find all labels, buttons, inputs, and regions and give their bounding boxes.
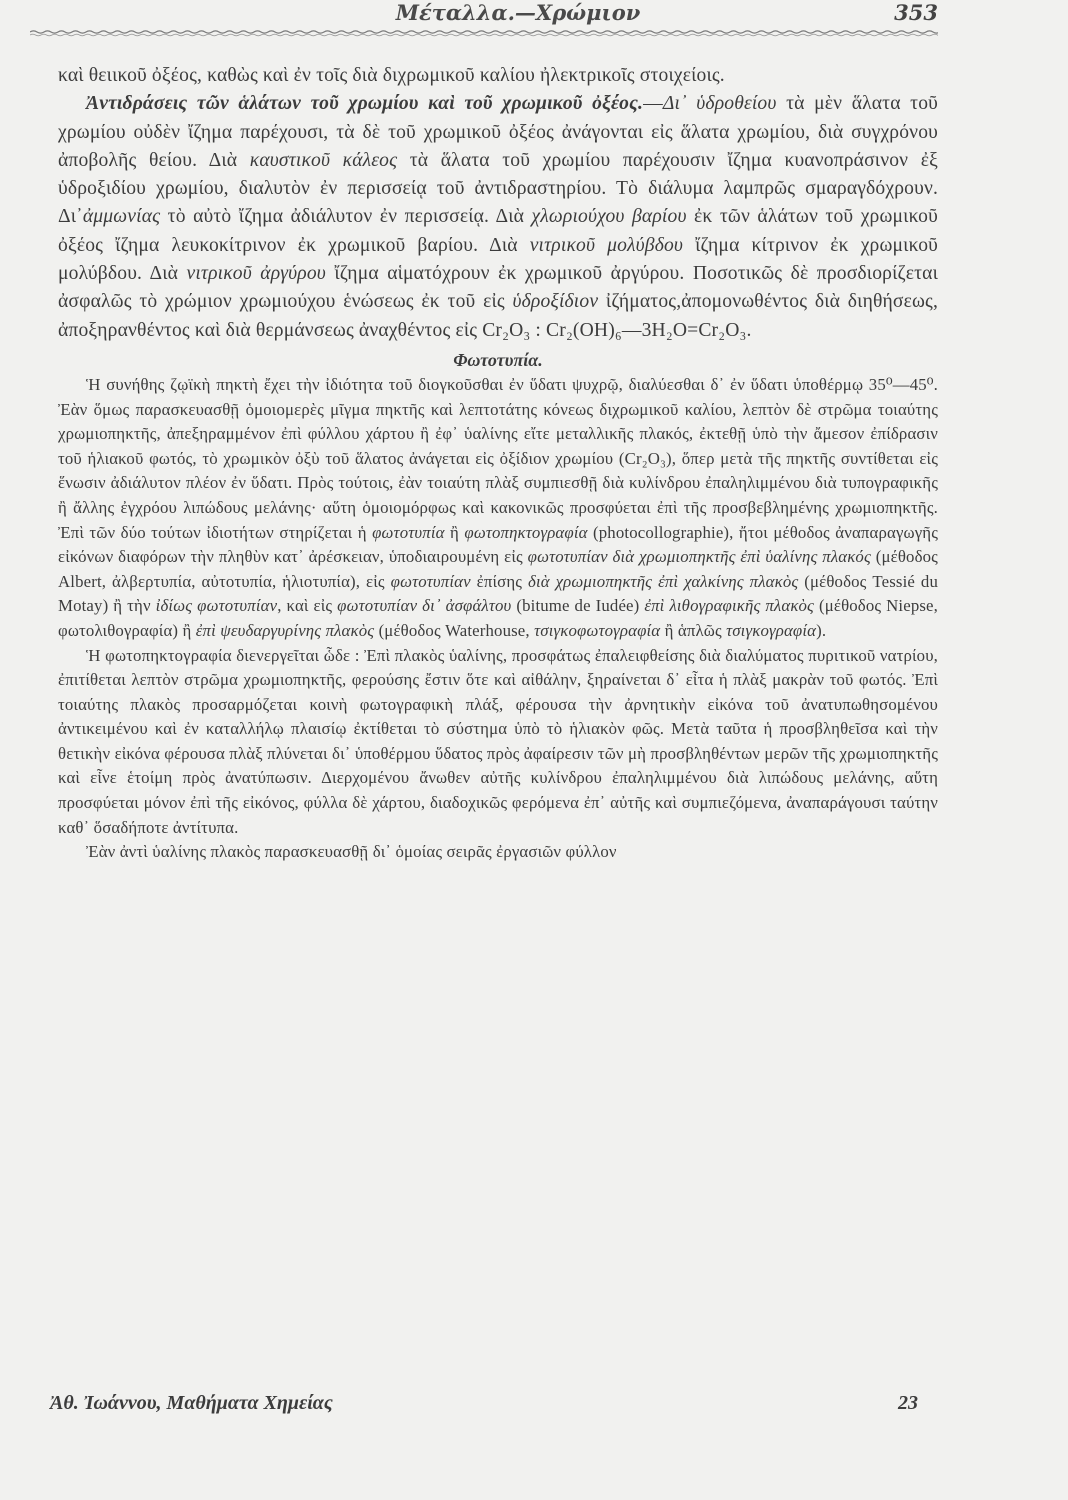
text-run: ἐπίσης	[470, 571, 528, 591]
term-hydroxide: ὑδροξίδιον	[512, 291, 599, 313]
text-run: (bitume de Iudée)	[511, 596, 645, 616]
term-glass-plate: φωτοτυπίαν διὰ χρωμιοπηκτῆς ἐπὶ ὑαλίνης πλακός	[527, 547, 871, 567]
text-run: (μέθοδος Niepse, φωτολιθογραφία) ἢ	[58, 596, 938, 640]
term-phototypia-2: φωτοτυπίαν	[390, 571, 471, 591]
paragraph-final: Ἐὰν ἀντὶ ὑαλίνης πλακὸς παρασκευασθῇ δι᾽ ὁμοίας σειρᾶς ἐργασιῶν φύλλον	[86, 842, 617, 862]
text-run: —	[643, 93, 663, 115]
text-run: , καὶ εἰς	[277, 596, 338, 616]
text-run: τὸ αὐτὸ ἴζημα ἀδιάλυτον ἐν περισσείᾳ. Διὰ	[160, 206, 532, 228]
text-run: τὰ ἅλατα τοῦ χρωμίου παρέχουσιν ἴζημα κυανοπράσινον ἐξ ὑδροξιδίου χρωμίου, διαλυτὸν ἐν περισσείᾳ τοῦ ἀντιδραστηρίου. Τὸ διάλυμα λαμπρῶς σμαραγδόχρουν. Δι᾽	[58, 149, 938, 228]
reagent-lead-nitrate: νιτρικοῦ μολύβδου	[529, 234, 684, 256]
header-wavy-rule	[30, 28, 938, 38]
term-proper-phototypia: ἰδίως φωτοτυπίαν	[155, 596, 278, 616]
paragraph-continuation: καὶ θειικοῦ ὀξέος, καθὼς καὶ ἐν τοῖς διὰ διχρωμικοῦ καλίου ἠλεκτρικοῖς στοιχείοις.	[58, 65, 725, 86]
book-page	[50, 0, 939, 1500]
text-run: ἐκ τῶν ἁλάτων τοῦ χρωμικοῦ ὀξέος ἴζημα λευκοκίτρινον ἐκ χρωμικοῦ βαρίου. Διὰ	[58, 206, 938, 256]
text-run: Ἡ συνήθης ζῳϊκὴ πηκτὴ ἔχει τὴν ἰδιότητα τοῦ διογκοῦσθαι ἐν ὕδατι ψυχρῷ, διαλύεσθαι δ᾽ ἐν ὕδατι ὑποθέρμῳ 35⁰—45⁰. Ἐὰν ὅμως παρασκευασθῇ ὁμοιομερὲς μῖγμα πηκτῆς καὶ λεπτοτάτης κόνεως διχρωμικοῦ καλίου, λεπτὸν δὲ στρῶμα τοιαύτης χρωμιοπηκτῆς, ἀπεξηραμμένον ἐπὶ φύλλου χάρτου ἢ ἐφ᾽ ὑαλίνης εἴτε μεταλλικῆς πλακός, ἐκτεθῇ ὑπὸ τὴν ἄμεσον ἐπίδρασιν τοῦ ἡλιακοῦ φωτός, τὸ χρωμικὸν ὀξὺ τοῦ ἅλατος ἀνάγεται εἰς ὀξίδιον χρωμίου (Cr₂O₃), ὅπερ μετὰ τῆς πηκτῆς συντίθεται εἰς ἕνωσιν ἀδιάλυτον πλέον ἐν ὕδατι. Πρὸς τούτοις, ἐὰν τοιαύτη πλὰξ συμπιεσθῇ διὰ κυλίνδρου ἐπαληλιμμένου διὰ τυπογραφικῆς ἢ ἄλλης ἐγχρόου λιπώδους μελάνης· αὕτη ὁμοιομόρφως καὶ κακονικῶς προσφύεται ἐπὶ τῆς προσβεβλημένης χρωμιοπηκτῆς. Ἐπὶ τῶν δύο τούτων ἰδιοτήτων στηρίζεται ἡ	[58, 374, 938, 542]
term-zinc-plate: ἐπὶ ψευδαργυρίνης πλακὸς	[195, 620, 375, 640]
term-copper-plate: διὰ χρωμιοπηκτῆς ἐπὶ χαλκίνης πλακὸς	[528, 571, 799, 591]
term-zincography: τσιγκογραφία	[726, 620, 817, 640]
term-zinc-photography: τσιγκοφωτογραφία	[534, 620, 661, 640]
term-lithographic-plate: ἐπὶ λιθογραφικῆς πλακὸς	[644, 596, 815, 616]
term-phototypia: φωτοτυπία	[372, 522, 445, 542]
text-run: ).	[816, 620, 827, 640]
section-heading-phototypy: Φωτοτυπία.	[453, 349, 543, 370]
section-heading-reactions: Ἀντιδράσεις τῶν ἁλάτων τοῦ χρωμίου καὶ τοῦ χρωμικοῦ ὀξέος.	[86, 93, 644, 115]
reagent-ammonia: ἀμμωνίας	[82, 206, 161, 228]
paragraph-reactions	[58, 90, 938, 345]
paragraph-phototypy	[58, 373, 938, 644]
reagent-silver-nitrate: νιτρικοῦ ἀργύρου	[186, 263, 326, 285]
text-run: ἰζήματος,ἀπομονωθέντος διὰ διηθήσεως, ἀποξηρανθέντος καὶ διὰ θερμάνσεως ἀναχθέντος εἰς Cr₂O₃ : Cr₂(OH)₆—3H₂O=Cr₂O₃.	[58, 291, 938, 341]
running-header	[58, 0, 938, 30]
paragraph-procedure: Ἡ φωτοπηκτογραφία διενεργεῖται ὧδε : Ἐπὶ πλακὸς ὑαλίνης, προσφάτως ἐπαλειφθείσης διὰ διαλύματος πυριτικοῦ νατρίου, ἐπιτίθεται λεπτὸν στρῶμα χρωμιοπηκτῆς, φερούσης ἔστιν ὅτε καὶ αἰθάλην, ξηραίνεται δ᾽ εἶτα ἡ πλὰξ μακρὰν τοῦ φωτός. Ἐπὶ τοιαύτης πλακὸς προσαρμόζεται κοινὴ φωτογραφικὴ πλάξ, φέρουσα τὴν ἀρνητικὴν εἰκόνα τοῦ ἀνατυπωθησομένου ἀντικειμένου καὶ ἐν καταλλήλῳ πλαισίῳ ἐκτίθεται τὸ σύστημα ὑπὸ τὸ ἡλιακὸν φῶς. Μετὰ ταῦτα ἡ προσβληθεῖσα καὶ τὴν θετικὴν εἰκόνα φέρουσα πλὰξ πλύνεται δι᾽ ὑποθέρμου ὕδατος πρὸς ἀφαίρεσιν τῶν μὴ προσβληθέντων μερῶν τῆς χρωμιοπηκτῆς καὶ εἶνε ἑτοίμη πρὸς ἀνατύπωσιν. Διερχομένου ἄνωθεν αὐτῆς κυλίνδρου ἐπαληλιμμένου διὰ λιπώδους μελάνης, αὕτη προσφύεται μόνον ἐπὶ τῆς εἰκόνος, φύλλα δὲ χάρτου, διαδοχικῶς φερόμενα ἐπ᾽ αὐτῆς καὶ συμπιεζόμενα, ἀναπαράγουσι ταύτην καθ᾽ ὅσαδήποτε ἀντίτυπα.	[58, 645, 938, 837]
text-run: τὰ μὲν ἅλατα τοῦ χρωμίου οὐδὲν ἴζημα παρέχουσι, τὰ δὲ τοῦ χρωμικοῦ ὀξέος ἀνάγονται εἰς ἅλατα χρωμίου, διὰ συγχρόνου ἀποβολῆς θείου. Διὰ	[58, 93, 938, 171]
term-asphalt: φωτοτυπίαν δι᾽ ἀσφάλτου	[337, 596, 512, 616]
text-run: (μέθοδος Tessié du Motay) ἢ τὴν	[58, 571, 939, 616]
reagent-hydrogen-sulfide: Δι᾽ ὑδροθείου	[662, 93, 777, 115]
text-run: ἴζημα κίτρινον ἐκ χρωμικοῦ μολύβδου. Διὰ	[58, 234, 938, 285]
text-run: (μέθοδος Waterhouse,	[374, 620, 535, 640]
reagent-barium-chloride: χλωριούχου βαρίου	[531, 206, 687, 228]
running-footer	[50, 1392, 938, 1420]
text-run: (μέθοδος Albert, ἀλβερτυπία, αὐτοτυπία, ἡλιοτυπία), εἰς	[58, 547, 938, 591]
text-run: (photocollographie), ἤτοι μέθοδος ἀναπαραγωγῆς εἰκόνων διαφόρων τὴν πληθὺν κατ᾽ ἀρέσκειαν, ὑποδιαιρουμένη εἰς	[58, 522, 938, 567]
text-run: ἢ	[444, 522, 465, 542]
page-number: 353	[894, 0, 938, 25]
main-text	[58, 62, 938, 865]
text-run: ἢ ἁπλῶς	[660, 620, 727, 640]
text-run: ἴζημα αἱματόχρουν ἐκ χρωμικοῦ ἀργύρου. Ποσοτικῶς δὲ προσδιορίζεται ἀσφαλῶς τὸ χρώμιον χρωμιούχου ἑνώσεως ἐκ τοῦ εἰς	[58, 263, 939, 313]
signature-mark: 23	[898, 1392, 918, 1414]
footer-author-title: Ἀθ. Ἰωάννου, Μαθήματα Χημείας	[50, 1392, 333, 1414]
term-photopektography: φωτοπηκτογραφία	[464, 522, 588, 542]
header-title: Μέταλλα.—Χρώμιον	[395, 0, 641, 25]
reagent-caustic-potash: καυστικοῦ κάλεος	[249, 149, 398, 171]
